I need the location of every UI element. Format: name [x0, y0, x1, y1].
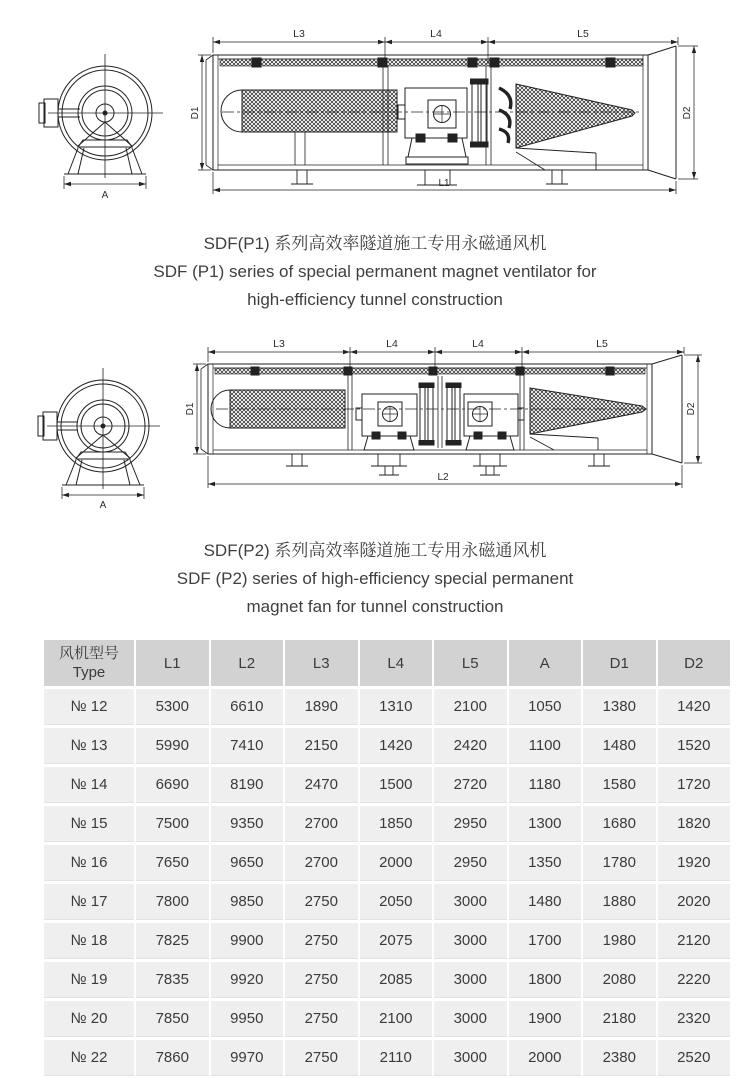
dimension-value-cell: 1720: [658, 767, 731, 803]
dimension-value-cell: 9920: [211, 962, 284, 998]
dimension-value-cell: 6690: [136, 767, 209, 803]
fan-type-cell: № 14: [44, 767, 134, 803]
sdf-p1-technical-drawing: [0, 26, 750, 218]
dimension-value-cell: 2700: [285, 845, 358, 881]
dimension-value-cell: 2470: [285, 767, 358, 803]
dimension-value-cell: 1850: [360, 806, 433, 842]
p2-side-view: [201, 355, 682, 475]
col-header-l3: L3: [285, 640, 358, 686]
dimension-value-cell: 3000: [434, 962, 507, 998]
dimension-value-cell: 1310: [360, 689, 433, 725]
col-header-d1: D1: [583, 640, 656, 686]
col-header-l5: L5: [434, 640, 507, 686]
dimension-value-cell: 7410: [211, 728, 284, 764]
dimension-value-cell: 1050: [509, 689, 582, 725]
p1-side-view: [206, 46, 676, 185]
p1-dim-label-d1: D1: [190, 106, 201, 120]
dimension-value-cell: 3000: [434, 1040, 507, 1076]
dimension-value-cell: 2080: [583, 962, 656, 998]
dimension-value-cell: 1180: [509, 767, 582, 803]
fan-type-cell: № 19: [44, 962, 134, 998]
fan-type-cell: № 15: [44, 806, 134, 842]
dimension-value-cell: 2750: [285, 884, 358, 920]
p2-dim-label-d2: D2: [686, 402, 697, 416]
dimension-value-cell: 9900: [211, 923, 284, 959]
table-row: [44, 1001, 730, 1037]
dimension-value-cell: 1380: [583, 689, 656, 725]
p2-dim-label-d1: D1: [185, 402, 196, 416]
dimension-value-cell: 2750: [285, 962, 358, 998]
dimension-value-cell: 7650: [136, 845, 209, 881]
p2-dim-label-l2: L2: [437, 472, 449, 483]
dimension-value-cell: 2100: [360, 1001, 433, 1037]
table-header-row: [44, 640, 730, 686]
dimension-value-cell: 3000: [434, 884, 507, 920]
dimension-value-cell: 2750: [285, 1001, 358, 1037]
dimension-value-cell: 2750: [285, 923, 358, 959]
table-row: [44, 689, 730, 725]
p1-dim-a: [64, 176, 146, 201]
fan-type-cell: № 18: [44, 923, 134, 959]
p2-dim-a: [62, 487, 144, 511]
table-row: [44, 923, 730, 959]
fan-type-cell: № 20: [44, 1001, 134, 1037]
dimensions-table: [42, 637, 732, 1079]
p2-dim-label-l4b: L4: [472, 338, 484, 350]
col-header-d2: D2: [658, 640, 731, 686]
p1-caption: [0, 230, 750, 314]
dimension-value-cell: 2000: [509, 1040, 582, 1076]
dimension-value-cell: 2180: [583, 1001, 656, 1037]
dimension-value-cell: 1900: [509, 1001, 582, 1037]
dimension-value-cell: 6610: [211, 689, 284, 725]
dimension-value-cell: 1100: [509, 728, 582, 764]
table-row: [44, 806, 730, 842]
dimension-value-cell: 9970: [211, 1040, 284, 1076]
col-header-a: A: [509, 640, 582, 686]
dimension-value-cell: 7850: [136, 1001, 209, 1037]
p2-caption-en-line1: SDF (P2) series of high-efficiency special permanent: [176, 569, 574, 588]
p1-dim-label-l5: L5: [577, 28, 589, 40]
fan-type-cell: № 16: [44, 845, 134, 881]
p2-dim-label-l5: L5: [596, 338, 608, 350]
dimension-value-cell: 2110: [360, 1040, 433, 1076]
dimension-value-cell: 1480: [583, 728, 656, 764]
dimension-value-cell: 9850: [211, 884, 284, 920]
p1-dim-label-d2: D2: [682, 106, 693, 120]
p2-front-view: [38, 368, 160, 489]
dimension-value-cell: 3000: [434, 1001, 507, 1037]
dimension-value-cell: 1980: [583, 923, 656, 959]
table-row: [44, 962, 730, 998]
dimension-value-cell: 1580: [583, 767, 656, 803]
sdf-p2-technical-drawing: [0, 338, 750, 516]
p2-dim-label-a: A: [99, 500, 107, 511]
dimension-value-cell: 5990: [136, 728, 209, 764]
table-row: [44, 767, 730, 803]
dimension-value-cell: 2220: [658, 962, 731, 998]
dimension-value-cell: 1820: [658, 806, 731, 842]
dimension-value-cell: 1520: [658, 728, 731, 764]
dimension-value-cell: 3000: [434, 923, 507, 959]
table-row: [44, 728, 730, 764]
dimension-value-cell: 1500: [360, 767, 433, 803]
col-header-l1: L1: [136, 640, 209, 686]
dimension-value-cell: 2700: [285, 806, 358, 842]
dimension-value-cell: 2380: [583, 1040, 656, 1076]
dimension-value-cell: 2520: [658, 1040, 731, 1076]
p2-caption-zh: SDF(P2) 系列高效率隧道施工专用永磁通风机: [203, 541, 547, 560]
dimension-value-cell: 7860: [136, 1040, 209, 1076]
dimension-value-cell: 1800: [509, 962, 582, 998]
p1-caption-zh: SDF(P1) 系列高效率隧道施工专用永磁通风机: [203, 234, 547, 253]
dimension-value-cell: 2950: [434, 806, 507, 842]
dimension-value-cell: 2150: [285, 728, 358, 764]
dimension-value-cell: 1420: [658, 689, 731, 725]
dimension-value-cell: 1480: [509, 884, 582, 920]
dimension-value-cell: 1300: [509, 806, 582, 842]
dimension-value-cell: 2750: [285, 1040, 358, 1076]
fan-type-cell: № 12: [44, 689, 134, 725]
col-header-l4: L4: [360, 640, 433, 686]
dimension-value-cell: 2100: [434, 689, 507, 725]
dimension-value-cell: 2720: [434, 767, 507, 803]
dimension-value-cell: 1700: [509, 923, 582, 959]
col-header-l2: L2: [211, 640, 284, 686]
dimension-value-cell: 5300: [136, 689, 209, 725]
fan-type-cell: № 17: [44, 884, 134, 920]
dimension-value-cell: 1920: [658, 845, 731, 881]
dimension-value-cell: 2950: [434, 845, 507, 881]
dimension-value-cell: 7835: [136, 962, 209, 998]
dimension-value-cell: 9950: [211, 1001, 284, 1037]
p1-caption-en-line1: SDF (P1) series of special permanent magnet ventilator for: [153, 262, 597, 281]
table-row: [44, 845, 730, 881]
dimension-value-cell: 1880: [583, 884, 656, 920]
p1-dim-label-l1: L1: [438, 178, 450, 189]
dimension-value-cell: 1350: [509, 845, 582, 881]
dimension-value-cell: 8190: [211, 767, 284, 803]
p1-dim-label-l4: L4: [430, 28, 442, 40]
fan-type-cell: № 13: [44, 728, 134, 764]
p1-caption-en-line2: high-efficiency tunnel construction: [247, 290, 503, 309]
table-row: [44, 884, 730, 920]
dimension-value-cell: 1420: [360, 728, 433, 764]
dimension-value-cell: 1780: [583, 845, 656, 881]
dimension-value-cell: 2420: [434, 728, 507, 764]
dimension-value-cell: 7800: [136, 884, 209, 920]
col-header-type-en: Type: [72, 664, 106, 681]
dimension-value-cell: 2075: [360, 923, 433, 959]
fan-type-cell: № 22: [44, 1040, 134, 1076]
dimension-value-cell: 1890: [285, 689, 358, 725]
dimension-value-cell: 7825: [136, 923, 209, 959]
dimension-value-cell: 2085: [360, 962, 433, 998]
p2-dim-label-l4a: L4: [386, 338, 398, 350]
dimension-value-cell: 9650: [211, 845, 284, 881]
p2-caption-en-line2: magnet fan for tunnel construction: [246, 597, 504, 616]
dimension-value-cell: 1680: [583, 806, 656, 842]
col-header-type-zh: 风机型号: [58, 645, 119, 662]
dimension-value-cell: 2050: [360, 884, 433, 920]
p1-dim-label-a: A: [101, 190, 109, 201]
dimension-value-cell: 2000: [360, 845, 433, 881]
dimension-value-cell: 7500: [136, 806, 209, 842]
p1-front-view: [39, 54, 163, 178]
dimension-value-cell: 2020: [658, 884, 731, 920]
table-row: [44, 1040, 730, 1076]
dimension-value-cell: 2120: [658, 923, 731, 959]
p2-caption: [0, 537, 750, 621]
dimension-value-cell: 9350: [211, 806, 284, 842]
dimension-value-cell: 2320: [658, 1001, 731, 1037]
p2-dim-label-l3: L3: [273, 338, 285, 350]
col-header-type: [44, 640, 134, 686]
p1-dim-label-l3: L3: [293, 28, 305, 40]
